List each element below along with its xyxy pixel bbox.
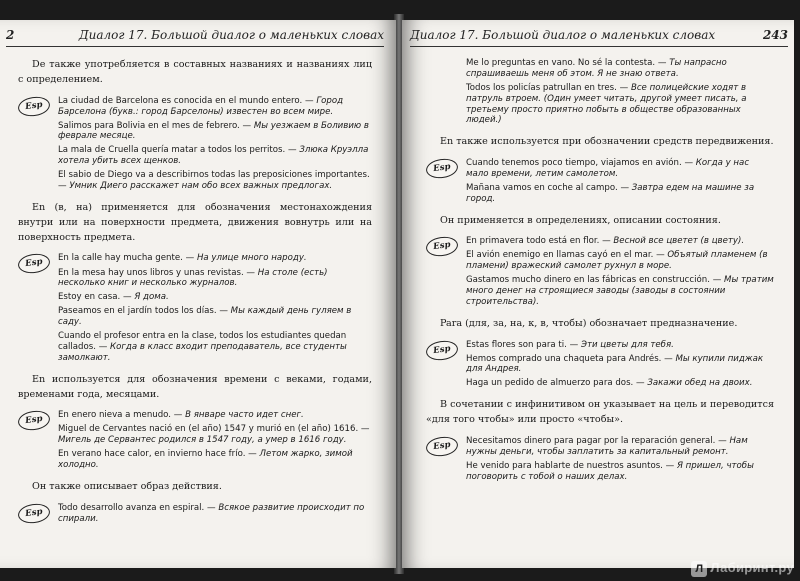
- dash-separator: —: [204, 502, 219, 513]
- example-line: [466, 275, 774, 307]
- page-number: 2: [6, 28, 15, 42]
- spanish-text: Cuando el profesor entra en la clase, todos los estudiantes quedan callados.: [58, 331, 347, 353]
- russian-translation: Когда в класс входит преподаватель, все студенты замолкают.: [58, 342, 347, 363]
- spanish-text: Me lo preguntas en vano. No sé la contesta.: [466, 58, 656, 68]
- dash-separator: —: [182, 253, 197, 264]
- russian-translation: Закажи обед на двоих.: [647, 378, 753, 389]
- example-line: [466, 183, 774, 205]
- spanish-text: En verano hace calor, en invierno hace frío.: [58, 449, 246, 460]
- spanish-text: Salimos para Bolivia en el mes de febrero.: [58, 120, 240, 131]
- example-line: [466, 250, 774, 272]
- dash-separator: —: [358, 424, 370, 435]
- russian-translation: На улице много народу.: [196, 253, 307, 264]
- rule-paragraph: De также употребляется в составных названиях и названиях лиц с определением.: [18, 59, 372, 85]
- right-page: [402, 20, 794, 568]
- dash-separator: —: [662, 460, 677, 471]
- running-head: [410, 28, 788, 47]
- spanish-text: Necesitamos dinero para pagar por la reparación general.: [466, 435, 716, 446]
- spanish-text: Hemos comprado una chaqueta para Andrés.: [466, 353, 662, 364]
- spanish-text: En la mesa hay unos libros y unas revistas.: [58, 267, 244, 278]
- spanish-text: Estoy en casa.: [58, 292, 121, 303]
- dash-separator: —: [633, 378, 648, 389]
- running-head-title: Диалог 17. Большой диалог о маленьких словах: [78, 28, 384, 42]
- dash-separator: —: [58, 181, 70, 192]
- rule-paragraph: Para (для, за, на, к, в, чтобы) обозначает предназначение.: [440, 317, 738, 329]
- rule-paragraph: En также используется при обозначении средств передвижения.: [440, 136, 774, 148]
- dash-separator: —: [243, 267, 258, 278]
- dash-separator: —: [653, 250, 668, 261]
- example-line: [58, 170, 372, 192]
- russian-translation: Нам нужны деньги, чтобы заплатить за капитальный ремонт.: [466, 435, 748, 457]
- example-line: [58, 410, 372, 421]
- esp-badge-icon: Esp: [425, 157, 459, 180]
- dash-separator: —: [655, 58, 670, 68]
- example-line: [58, 424, 372, 446]
- watermark-text: Лабиринт.ру: [710, 560, 794, 576]
- example-line: [58, 306, 372, 328]
- spanish-text: Estas flores son para ti.: [466, 339, 567, 350]
- example-line: [466, 58, 774, 80]
- dash-separator: —: [599, 236, 614, 247]
- spanish-text: Todo desarrollo avanza en espiral.: [58, 502, 205, 513]
- example-line: [466, 83, 774, 126]
- russian-translation: На столе (есть) несколько книг и несколько журналов.: [58, 267, 328, 289]
- example-block: [426, 236, 774, 307]
- russian-translation: Эти цветы для тебя.: [580, 339, 674, 350]
- spanish-text: En enero nieva a menudo.: [58, 410, 172, 421]
- esp-badge-icon: Esp: [17, 252, 51, 275]
- rule-paragraph: En (в, на) применяется для обозначения местонахождения внутри или на поверхности предмета, движения вовнутрь или на поверхность предмета.: [18, 201, 372, 243]
- page-number: 243: [762, 28, 788, 42]
- spanish-text: En primavera todo está en flor.: [466, 236, 600, 247]
- example-line: [58, 449, 372, 471]
- dash-separator: —: [617, 182, 632, 193]
- example-line: [466, 378, 774, 389]
- dash-separator: —: [681, 158, 696, 169]
- russian-translation: Город Барселона (букв.: город Барселоны) известен во всем мире.: [58, 95, 344, 117]
- rule-paragraph: Он также описывает образ действия.: [32, 480, 222, 492]
- rule-paragraph: Он применяется в определениях, описании состояния.: [440, 214, 721, 226]
- example-line: [58, 253, 372, 264]
- russian-translation: Ты напрасно спрашиваешь меня об этом. Я не знаю ответа.: [466, 58, 727, 79]
- example-block: [18, 410, 372, 471]
- example-line: [466, 236, 774, 247]
- dash-separator: —: [661, 353, 676, 364]
- russian-translation: Всякое развитие происходит по спирали.: [58, 502, 365, 524]
- rule-paragraph: En используется для обозначения времени с веками, годами, временами года, месяцами.: [18, 373, 372, 400]
- dash-separator: —: [616, 82, 631, 93]
- russian-translation: Весной все цветет (в цвету).: [613, 236, 745, 247]
- example-block: [426, 340, 774, 390]
- labirint-logo-icon: Л: [691, 561, 707, 577]
- example-line: [58, 292, 372, 303]
- dash-separator: —: [285, 145, 300, 156]
- russian-translation: Мы купили пиджак для Андрея.: [466, 353, 764, 375]
- spanish-text: La mala de Cruella quería matar a todos los perritos.: [58, 145, 286, 156]
- example-line: [58, 145, 372, 167]
- esp-badge-icon: Esp: [425, 235, 459, 258]
- example-block: [426, 436, 774, 483]
- russian-translation: Мигель де Сервантес родился в 1547 году, а умер в 1616 году.: [58, 435, 347, 446]
- spanish-text: Cuando tenemos poco tiempo, viajamos en avión.: [466, 158, 682, 169]
- spanish-text: Haga un pedido de almuerzo para dos.: [466, 378, 634, 389]
- dash-separator: —: [245, 449, 260, 460]
- russian-translation: Объятый пламенем (в пламени) вражеский самолет рухнул в море.: [466, 250, 768, 272]
- russian-translation: Умник Диего расскажет нам обо всех важных предлогах.: [69, 181, 333, 192]
- dash-separator: —: [95, 342, 111, 353]
- russian-translation: Мы уезжаем в Боливию в феврале месяце.: [58, 120, 369, 142]
- russian-translation: Я пришел, чтобы поговорить с тобой о наших делах.: [466, 460, 754, 482]
- spanish-text: Todos los policías patrullan en tres.: [466, 82, 617, 93]
- running-head: [6, 28, 384, 47]
- example-line: [58, 96, 372, 118]
- example-line: [58, 268, 372, 290]
- example-block: [18, 503, 372, 525]
- spanish-text: En la calle hay mucha gente.: [58, 253, 183, 264]
- example-line: [466, 461, 774, 483]
- example-line: [58, 331, 372, 363]
- esp-badge-icon: Esp: [17, 409, 51, 432]
- spanish-text: Miguel de Cervantes nació en (el año) 1547 y murió en (el año) 1616.: [58, 424, 359, 435]
- watermark: [691, 560, 794, 577]
- dash-separator: —: [302, 95, 317, 106]
- page-content: [18, 58, 372, 533]
- dash-separator: —: [709, 275, 725, 286]
- dash-separator: —: [239, 120, 254, 131]
- spanish-text: La ciudad de Barcelona es conocida en el mundo entero.: [58, 95, 303, 106]
- spanish-text: He venido para hablarte de nuestros asuntos.: [466, 460, 663, 471]
- spanish-text: Gastamos mucho dinero en las fábricas en construcción.: [466, 275, 710, 286]
- left-page: [0, 20, 396, 568]
- example-line: [58, 121, 372, 143]
- example-line: [466, 340, 774, 351]
- dash-separator: —: [216, 306, 231, 317]
- spanish-text: El avión enemigo en llamas cayó en el mar.: [466, 250, 654, 261]
- russian-translation: Все полицейские ходят в патруль втроем. (Один умеет читать, другой умеет писать, а третьему просто приятно побыть в обществе образованных людей.): [466, 82, 747, 126]
- page-content: [426, 58, 774, 491]
- russian-translation: Злюка Круэлла хотела убить всех щенков.: [58, 145, 369, 167]
- dash-separator: —: [120, 292, 135, 303]
- russian-translation: Когда у нас мало времени, летим самолетом.: [466, 158, 750, 179]
- russian-translation: Завтра едем на машине за город.: [466, 182, 755, 204]
- example-block: [18, 253, 372, 363]
- spanish-text: El sabio de Diego va a describirnos todas las preposiciones importantes.: [58, 170, 370, 181]
- esp-badge-icon: Esp: [425, 338, 459, 361]
- dash-separator: —: [566, 339, 581, 350]
- russian-translation: В январе часто идет снег.: [185, 410, 304, 421]
- example-block: [426, 158, 774, 205]
- esp-badge-icon: Esp: [17, 502, 51, 525]
- example-block: [18, 96, 372, 192]
- running-head-title: Диалог 17. Большой диалог о маленьких словах: [410, 28, 716, 42]
- dash-separator: —: [715, 435, 730, 446]
- example-line: [466, 436, 774, 458]
- esp-badge-icon: Esp: [17, 95, 51, 118]
- example-line: [466, 354, 774, 376]
- spanish-text: Paseamos en el jardín todos los días.: [58, 306, 217, 317]
- example-line: [466, 158, 774, 180]
- spanish-text: Mañana vamos en coche al campo.: [466, 182, 618, 193]
- example-line: [58, 503, 372, 525]
- dash-separator: —: [171, 410, 186, 421]
- example-block: [426, 58, 774, 126]
- russian-translation: Я дома.: [134, 292, 169, 303]
- russian-translation: Мы тратим много денег на строящиеся заводы (заводы в состоянии строительства).: [466, 275, 774, 307]
- russian-translation: Мы каждый день гуляем в саду.: [58, 306, 352, 328]
- rule-paragraph: В сочетании с инфинитивом он указывает на цель и переводится «для того чтобы» или просто «чтобы».: [426, 399, 774, 426]
- esp-badge-icon: Esp: [425, 435, 459, 458]
- russian-translation: Летом жарко, зимой холодно.: [58, 449, 353, 471]
